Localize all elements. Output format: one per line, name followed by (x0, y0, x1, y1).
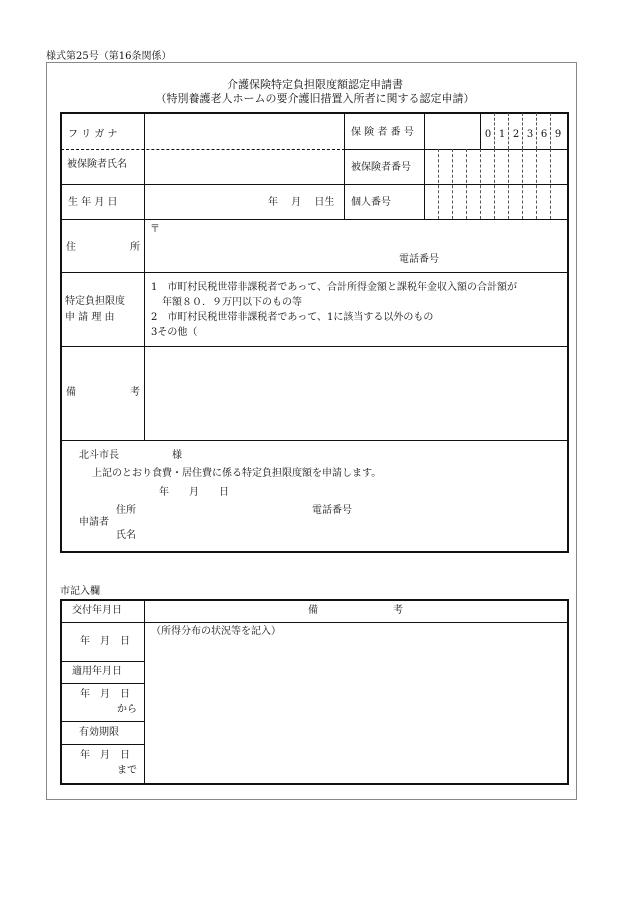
furigana-divider (61, 149, 345, 150)
insurer-digit: 2 (512, 129, 520, 140)
city-row-divider (61, 661, 144, 662)
applicant-name-label: 氏名 (116, 530, 136, 541)
insurer-box-left (424, 113, 425, 149)
form-subtitle: （特別養護老人ホームの要介護旧措置入所者に関する認定申請） (155, 92, 475, 105)
apply-date-from: から (117, 704, 137, 715)
declaration-statement: 上記のとおり食費・居住費に係る特定負担限度額を申請します。 (92, 468, 382, 479)
digit-cell (536, 113, 537, 149)
form-number: 様式第25号（第16条関係） (46, 51, 172, 62)
apply-date-label: 適用年月日 (72, 666, 122, 677)
insurer-digit: 0 (484, 129, 492, 140)
city-row-divider (61, 683, 144, 684)
city-remarks-label: 考 (393, 605, 403, 616)
validity-label: 有効期限 (79, 727, 119, 738)
validity-date-value: 年 月 日 (80, 750, 130, 761)
reason-label: 申 請 理 由 (65, 312, 115, 323)
address-label: 所 (130, 242, 140, 253)
number-column-divider (344, 113, 345, 219)
reason-option-2: 2 市町村民税世帯非課税者であって、1に該当する以外のもの (151, 312, 434, 323)
postal-mark: 〒 (150, 224, 160, 235)
applicant-phone-label: 電話番号 (312, 505, 352, 516)
remarks-label: 考 (130, 387, 140, 398)
digit-cell (550, 149, 551, 219)
city-section-title: 市記入欄 (60, 586, 100, 597)
apply-date-value: 年 月 日 (80, 689, 130, 700)
address-phone-label: 電話番号 (399, 254, 439, 265)
validity-until: まで (117, 765, 137, 776)
city-header-divider (61, 622, 569, 623)
digit-cell (550, 113, 551, 149)
birthdate-label: 生 年 月 日 (68, 197, 118, 208)
city-row-divider (61, 721, 144, 722)
digit-cell (494, 113, 495, 149)
insurer-number-label: 保 険 者 番 号 (351, 127, 414, 138)
row-divider (61, 440, 569, 441)
reason-option-1: 1 市町村民税世帯非課税者であって、合計所得金額と課税年金収入額の合計額が (151, 282, 518, 293)
digit-cell (508, 149, 509, 219)
mayor-label: 北斗市長 (79, 450, 119, 461)
digit-cell (522, 113, 523, 149)
issue-date-label: 交付年月日 (72, 605, 122, 616)
insurer-digit: 9 (554, 129, 562, 140)
digit-cell (508, 113, 509, 149)
reason-option-3: 3その他（ (151, 327, 198, 338)
insured-number-label: 被保険者番号 (351, 162, 411, 173)
row-divider (61, 272, 569, 273)
insured-box-left (424, 149, 425, 219)
applicant-label: 申請者 (79, 517, 109, 528)
row-divider (61, 219, 569, 220)
city-section-table (60, 599, 569, 785)
reason-label: 特定負担限度 (65, 296, 125, 307)
address-label: 住 (66, 242, 76, 253)
digit-cell (452, 149, 453, 219)
label-column-divider (144, 113, 145, 440)
insurer-digit: 1 (498, 129, 506, 140)
row-divider (61, 184, 569, 185)
furigana-label: フ リ ガ ナ (68, 129, 118, 140)
digit-cell (494, 149, 495, 219)
city-remarks-label: 備 (308, 605, 318, 616)
digit-cell (522, 149, 523, 219)
insured-name-label: 被保険者氏名 (67, 159, 127, 170)
city-row-divider (61, 744, 144, 745)
digit-cell (466, 149, 467, 219)
city-remarks-note: （所得分布の状況等を記入） (151, 626, 281, 637)
insurer-box-right (480, 113, 481, 149)
reason-option-1: 年額８０．９万円以下のもの等 (162, 297, 302, 308)
insurer-digit: 3 (526, 129, 534, 140)
declaration-date: 年 月 日 (159, 487, 229, 498)
applicant-address-label: 住所 (116, 505, 136, 516)
city-column-divider (144, 600, 145, 785)
mayor-honorific: 様 (172, 450, 182, 461)
digit-cell (438, 149, 439, 219)
application-table (60, 112, 569, 553)
remarks-label: 備 (66, 387, 76, 398)
digit-cell (536, 149, 537, 219)
form-title: 介護保険特定負担限度額認定申請書 (227, 78, 403, 91)
row-divider (61, 346, 569, 347)
digit-cell (480, 149, 481, 219)
issue-date-value: 年 月 日 (80, 636, 130, 647)
insurer-digit: 6 (540, 129, 548, 140)
personal-number-label: 個人番号 (351, 197, 391, 208)
birthdate-format: 年 月 日生 (268, 197, 335, 208)
